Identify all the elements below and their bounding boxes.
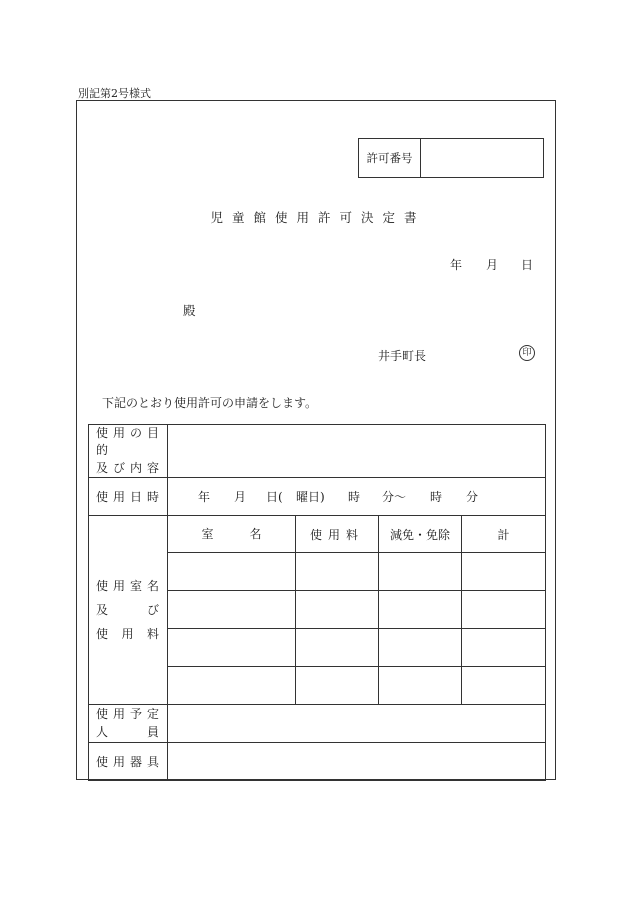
attendees-label-line2: 人員 xyxy=(96,724,160,739)
dt-year: 年 xyxy=(198,490,211,505)
room-total-cell[interactable] xyxy=(462,667,546,705)
attendees-field[interactable] xyxy=(168,705,546,743)
application-table xyxy=(88,424,546,781)
date-year: 年 xyxy=(450,258,463,272)
room-total-cell[interactable] xyxy=(462,553,546,591)
issuer: 井手町長 xyxy=(378,349,427,363)
attendees-label-line1: 使用予定 xyxy=(96,707,160,722)
date-day: 日 xyxy=(521,258,534,272)
equipment-field[interactable] xyxy=(168,743,546,781)
room-name-cell[interactable] xyxy=(168,629,296,667)
room-exemption-cell[interactable] xyxy=(379,591,462,629)
equipment-label-text: 使用器具 xyxy=(96,754,160,769)
purpose-label-line1: 使用の目的 xyxy=(96,426,160,458)
rooms-label xyxy=(89,516,168,705)
permit-number-box xyxy=(358,138,544,178)
room-fee-cell[interactable] xyxy=(296,591,379,629)
rooms-label-line2: 及び xyxy=(96,603,160,618)
row-purpose xyxy=(89,425,546,478)
row-attendees xyxy=(89,705,546,743)
permit-number-label: 許可番号 xyxy=(359,139,421,177)
dt-day: 日( xyxy=(266,490,283,505)
rooms-label-line3: 使用料 xyxy=(96,627,160,642)
header-total: 計 xyxy=(462,516,546,553)
attendees-label xyxy=(89,705,168,743)
dt-month: 月 xyxy=(234,490,247,505)
room-exemption-cell[interactable] xyxy=(379,629,462,667)
row-equipment xyxy=(89,743,546,781)
equipment-label xyxy=(89,743,168,781)
dt-minute-end: 分 xyxy=(466,490,479,505)
room-name-cell[interactable] xyxy=(168,553,296,591)
form-id: 別記第2号様式 xyxy=(78,87,151,100)
page-title: 児童館使用許可決定書 xyxy=(210,210,426,225)
row-room-header xyxy=(89,516,546,553)
permit-number-field[interactable] xyxy=(421,139,543,177)
addressee-honorific: 殿 xyxy=(183,303,196,318)
datetime-field[interactable] xyxy=(168,478,546,516)
datetime-label xyxy=(89,478,168,516)
header-room-name: 室名 xyxy=(168,516,296,553)
room-exemption-cell[interactable] xyxy=(379,667,462,705)
datetime-label-text: 使用日時 xyxy=(96,489,160,504)
date-month: 月 xyxy=(486,258,499,272)
purpose-field[interactable] xyxy=(168,425,546,478)
dt-hour-start: 時 xyxy=(348,490,361,505)
dt-hour-end: 時 xyxy=(430,490,443,505)
room-total-cell[interactable] xyxy=(462,629,546,667)
room-name-cell[interactable] xyxy=(168,591,296,629)
purpose-label xyxy=(89,425,168,478)
purpose-label-line2: 及び内容 xyxy=(96,460,160,475)
room-fee-cell[interactable] xyxy=(296,629,379,667)
seal-mark: 印 xyxy=(519,345,535,361)
row-datetime xyxy=(89,478,546,516)
rooms-label-line1: 使用室名 xyxy=(96,579,160,594)
room-exemption-cell[interactable] xyxy=(379,553,462,591)
room-name-cell[interactable] xyxy=(168,667,296,705)
room-fee-cell[interactable] xyxy=(296,553,379,591)
header-fee: 使用料 xyxy=(296,516,379,553)
header-exemption: 減免・免除 xyxy=(379,516,462,553)
notice-text: 下記のとおり使用許可の申請をします。 xyxy=(102,396,318,410)
room-fee-cell[interactable] xyxy=(296,667,379,705)
dt-weekday: 曜日) xyxy=(296,490,325,505)
dt-minute-start: 分〜 xyxy=(382,490,407,505)
room-total-cell[interactable] xyxy=(462,591,546,629)
